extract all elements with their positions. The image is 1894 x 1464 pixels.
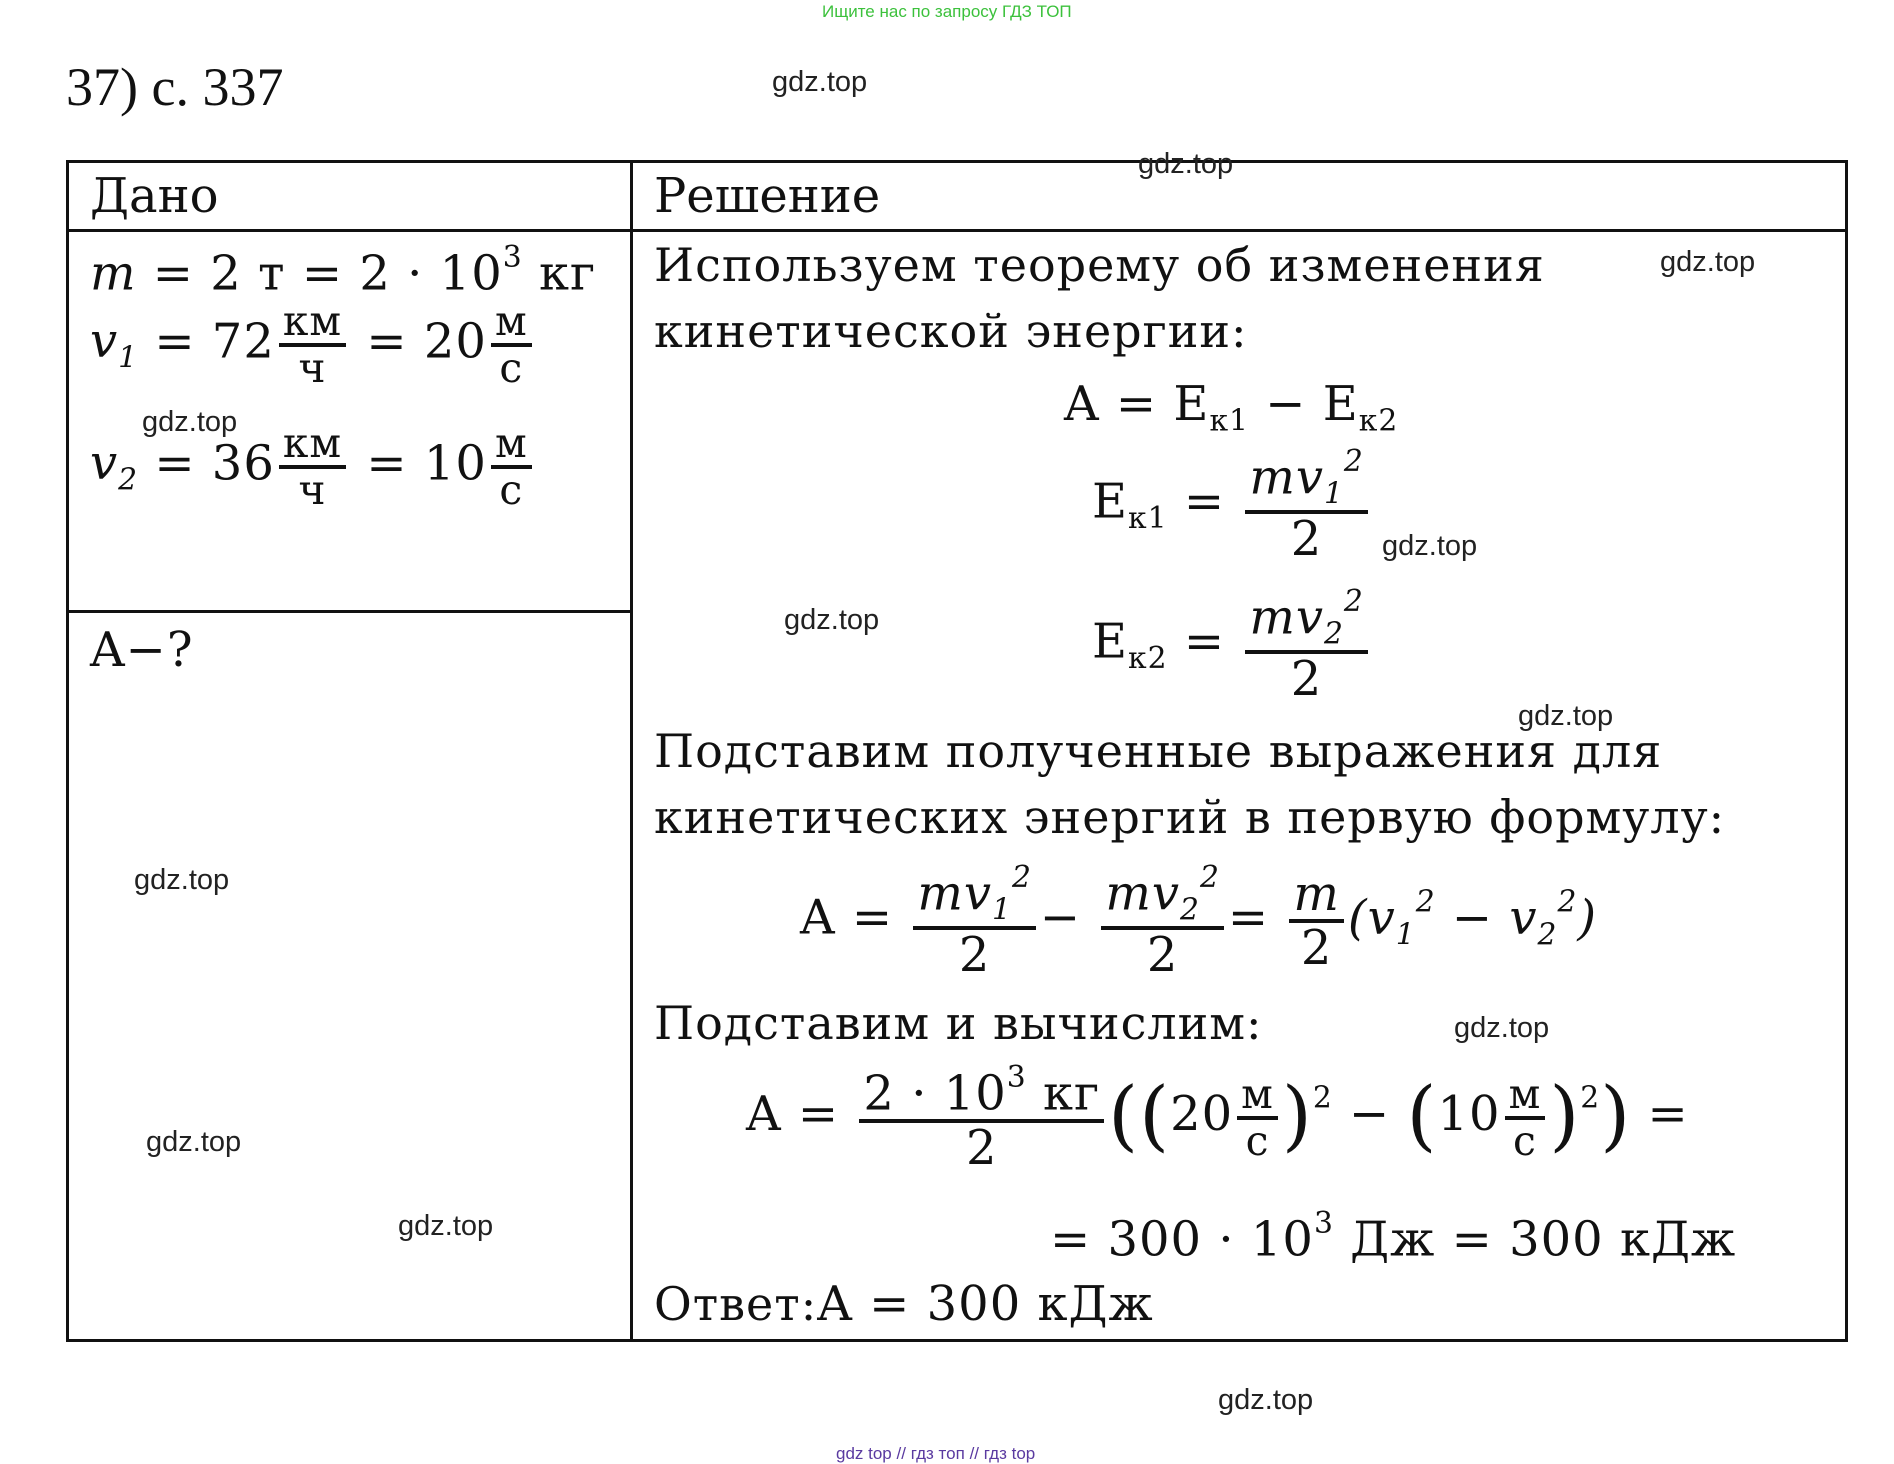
- v2-si-unit-fraction: [491, 419, 532, 514]
- v2-unit-fraction: [279, 419, 346, 514]
- exercise-heading: 37) с. 337: [66, 57, 284, 117]
- watermark: gdz.top: [146, 1126, 242, 1158]
- v2-var: $v_2$: [90, 435, 139, 498]
- v1-var: $v_1$: [90, 313, 139, 376]
- table-left-border: [66, 160, 69, 1342]
- formula-substitution: A = $\frac{2 \cdot 10^3 кг}{2}$ ((20 $\frac{м}{с}$ )$^2$ − (10 $\frac{м}{с}$ )$^2$) =: [746, 1060, 1689, 1176]
- footer-links: [836, 1444, 1035, 1464]
- footer-separator: //: [969, 1444, 980, 1463]
- v2-si-value: = 10: [366, 435, 487, 492]
- v1-si-value: = 20: [366, 313, 487, 370]
- solution-header: Решение: [654, 168, 881, 224]
- table-bottom-border: [66, 1339, 1848, 1342]
- v2-si-unit-num: м: [491, 422, 532, 469]
- find-quantity: A−?: [90, 622, 194, 678]
- solution-text-line-4: кинетических энергий в первую формулу:: [654, 790, 1726, 844]
- v2-unit-num: км: [279, 422, 346, 469]
- watermark: gdz.top: [1454, 1012, 1550, 1044]
- given-v1: [90, 297, 536, 392]
- subst-v2-unit: $\frac{м}{с}$: [1505, 1073, 1546, 1163]
- subst-v1-unit: $\frac{м}{с}$: [1237, 1073, 1278, 1163]
- watermark: gdz.top: [142, 406, 238, 438]
- footer-separator: //: [896, 1444, 906, 1463]
- v1-unit-num: км: [279, 300, 346, 347]
- solution-text-line-5: Подставим и вычислим:: [654, 996, 1263, 1050]
- watermark: gdz.top: [784, 604, 880, 636]
- watermark: gdz.top: [772, 66, 868, 98]
- solution-text-line-1: Используем теорему об изменения: [654, 238, 1545, 292]
- watermark: gdz.top: [1382, 530, 1478, 562]
- formula-result: [1050, 1206, 1736, 1267]
- watermark: gdz.top: [1138, 148, 1234, 180]
- v2-unit-den: ч: [298, 465, 327, 514]
- watermark: gdz.top: [398, 1210, 494, 1242]
- mass-unit: кг: [538, 245, 597, 302]
- answer-label: Ответ:: [654, 1277, 818, 1331]
- subst-mass-fraction: $\frac{2 \cdot 10^3 кг}{2}$: [859, 1062, 1104, 1173]
- v1-value: = 72: [154, 313, 275, 370]
- v1-unit-fraction: [279, 297, 346, 392]
- ek2-fraction: $\frac{mv_2^2}{2}$: [1245, 586, 1368, 704]
- mass-exp: 3: [502, 240, 523, 275]
- v1-si-unit-fraction: [491, 297, 532, 392]
- footer-link-gdz-top[interactable]: gdz top: [836, 1444, 892, 1463]
- solution-text-line-2: кинетической энергии:: [654, 304, 1248, 358]
- watermark: gdz.top: [134, 864, 230, 896]
- answer-value: A = 300 кДж: [817, 1276, 1154, 1332]
- combined-frac-3: $\frac{m}{2}$: [1289, 869, 1344, 974]
- v2-value: = 36: [154, 435, 275, 492]
- v1-si-unit-den: с: [499, 343, 524, 392]
- result-exp: 3: [1313, 1206, 1334, 1241]
- solution-text-line-3: Подставим полученные выражения для: [654, 724, 1663, 778]
- column-divider: [630, 160, 633, 1342]
- watermark: gdz.top: [1660, 246, 1756, 278]
- footer-link-gdz-top-mixed[interactable]: гдз top: [983, 1444, 1036, 1463]
- search-banner[interactable]: Ищите нас по запросу ГДЗ ТОП: [822, 2, 1072, 21]
- v1-si-unit-num: м: [491, 300, 532, 347]
- table-top-border: [66, 160, 1848, 163]
- formula-work-combined: A = $\frac{mv_1^2}{2}$ − $\frac{mv_2^2}{2}$ = $\frac{m}{2}$ $(v_1^2 - v_2^2)$: [800, 860, 1598, 983]
- given-find-divider: [66, 610, 631, 613]
- result-tail: Дж = 300 кДж: [1350, 1211, 1737, 1268]
- mass-value: = 2 т = 2 · 10: [152, 245, 503, 302]
- watermark: gdz.top: [1218, 1384, 1314, 1416]
- given-header: Дано: [90, 168, 219, 224]
- mass-var: m: [90, 245, 137, 302]
- answer-line: [654, 1276, 1154, 1332]
- formula-ek2: $E_{к2}$ = $\frac{mv_2^2}{2}$: [1092, 586, 1372, 704]
- v1-unit-den: ч: [298, 343, 327, 392]
- ek1-fraction: $\frac{mv_1^2}{2}$: [1245, 446, 1368, 564]
- v2-si-unit-den: с: [499, 465, 524, 514]
- combined-frac-2: $\frac{mv_2^2}{2}$: [1101, 862, 1224, 980]
- result-value: = 300 · 10: [1050, 1211, 1314, 1268]
- footer-link-gdz-top-ru[interactable]: гдз топ: [910, 1444, 965, 1463]
- header-divider: [66, 229, 1848, 232]
- given-mass: [90, 240, 596, 301]
- table-right-border: [1845, 160, 1848, 1342]
- formula-ek1: $E_{к1}$ = $\frac{mv_1^2}{2}$: [1092, 446, 1372, 564]
- formula-work-theorem: $A = E_{к1} - E_{к2}$: [1064, 376, 1399, 439]
- watermark: gdz.top: [1518, 700, 1614, 732]
- combined-frac-1: $\frac{mv_1^2}{2}$: [913, 862, 1036, 980]
